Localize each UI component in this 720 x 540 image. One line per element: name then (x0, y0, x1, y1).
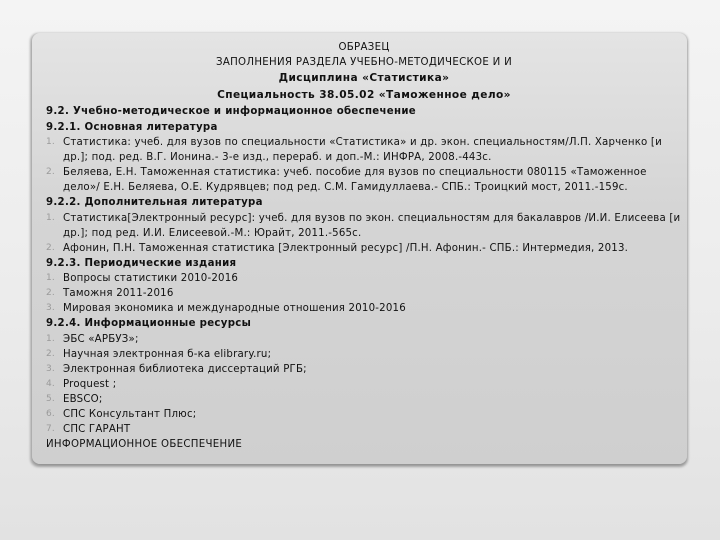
list-number: 3. (46, 303, 55, 313)
list-item (46, 407, 682, 422)
list-item (46, 377, 682, 392)
list-item-text: Научная электронная б-ка elibrary.ru; (63, 348, 272, 360)
list-item (46, 286, 682, 301)
list-item (46, 271, 682, 286)
header-line-2: ЗАПОЛНЕНИЯ РАЗДЕЛА УЧЕБНО-МЕТОДИЧЕСКОЕ И И (215, 57, 512, 68)
list-item-text: СПС ГАРАНТ (63, 423, 131, 435)
discipline-title: Дисциплина «Статистика» (278, 72, 450, 84)
section-heading: 9.2. Учебно-методическое и информационное обеспечение (46, 106, 416, 117)
document-content (46, 40, 682, 452)
list-number: 2. (46, 242, 55, 253)
list-item-text: ЭБС «АРБУЗ»; (63, 333, 139, 345)
list-number: 2. (46, 288, 55, 298)
list-item-text: Статистика[Электронный ресурс]: учеб. для вузов по экон. специальностям для бакалавров /И.И. Елисеева [и др.]; под ред. И.И. Елисеевой.-М.: Юрайт, 2011.-565с. (63, 212, 681, 239)
list-item (46, 241, 682, 256)
list-item-text: Вопросы статистики 2010-2016 (63, 273, 239, 284)
resources-list (46, 332, 682, 437)
footer-text: ИНФОРМАЦИОННОЕ ОБЕСПЕЧЕНИЕ (46, 438, 243, 450)
list-number: 6. (46, 408, 55, 419)
additional-literature-heading: 9.2.2. Дополнительная литература (46, 197, 263, 208)
list-item-text: Афонин, П.Н. Таможенная статистика [Электронный ресурс] /П.Н. Афонин.- СПБ.: Интермедия, 2013. (63, 242, 629, 254)
list-item (46, 332, 682, 347)
list-number: 1. (46, 137, 55, 147)
list-item (46, 392, 682, 407)
list-item (46, 301, 682, 316)
list-number: 1. (46, 273, 55, 283)
additional-literature-list (46, 211, 682, 256)
resources-heading: 9.2.4. Информационные ресурсы (46, 318, 252, 329)
list-item-text: Электронная библиотека диссертаций РГБ; (63, 363, 307, 375)
list-item-text: Таможня 2011-2016 (63, 288, 174, 299)
header-line-1: ОБРАЗЕЦ (338, 42, 390, 53)
list-item (46, 135, 682, 165)
list-item (46, 211, 682, 241)
list-number: 4. (46, 378, 55, 389)
list-item-text: СПС Консультант Плюс; (63, 408, 197, 420)
list-number: 1. (46, 333, 55, 344)
list-item-text: EBSCO; (63, 393, 103, 405)
list-item-text: Беляева, Е.Н. Таможенная статистика: учеб. пособие для вузов по специальности 080115 «Таможенное дело»/ Е.Н. Беляева, О.Е. Кудрявцев; под ред. С.М. Гамидуллаева.- СПБ.: Троицкий мост, 2011.-159с. (63, 167, 647, 193)
list-number: 2. (46, 167, 55, 177)
list-number: 1. (46, 212, 55, 223)
list-item-text: Proquest ; (63, 378, 117, 390)
list-item-text: Мировая экономика и международные отношения 2010-2016 (63, 303, 406, 314)
periodicals-list (46, 271, 682, 316)
list-number: 7. (46, 423, 55, 434)
list-number: 3. (46, 363, 55, 374)
list-item (46, 165, 682, 195)
list-item (46, 422, 682, 437)
list-item (46, 362, 682, 377)
list-number: 5. (46, 393, 55, 404)
periodicals-heading: 9.2.3. Периодические издания (46, 257, 237, 269)
list-item-text: Статистика: учеб. для вузов по специальности «Статистика» и др. экон. специальностям/Л.П. Харченко [и др.]; под. ред. В.Г. Ионина.- 3-е изд., перераб. и доп.-М.: ИНФРА, 2008.-443с. (63, 137, 662, 163)
list-number: 2. (46, 348, 55, 359)
basic-literature-heading: 9.2.1. Основная литература (46, 121, 218, 133)
basic-literature-list (46, 135, 682, 195)
specialty-title: Специальность 38.05.02 «Таможенное дело» (217, 89, 511, 101)
list-item (46, 347, 682, 362)
